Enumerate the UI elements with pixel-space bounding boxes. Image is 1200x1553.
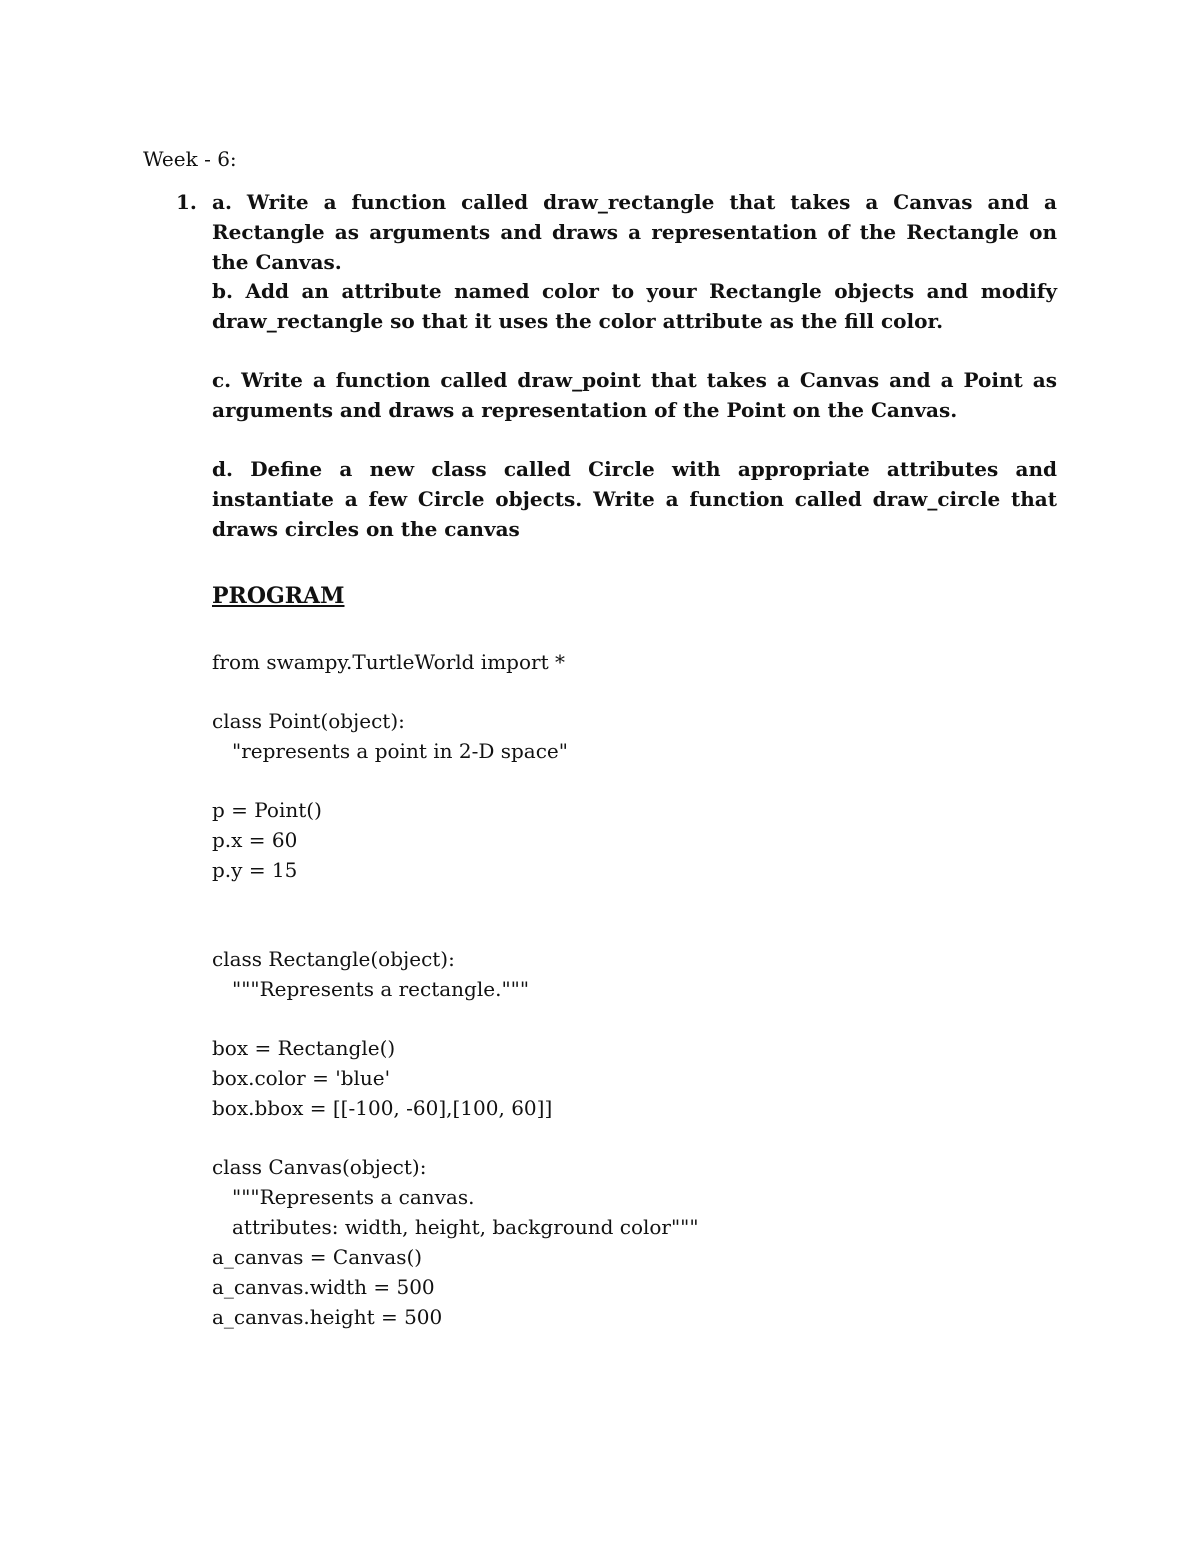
code-line: p.x = 60 [212, 828, 298, 852]
week-title: Week - 6: [143, 147, 237, 171]
code-line: a_canvas.height = 500 [212, 1305, 443, 1329]
code-line: class Rectangle(object): [212, 947, 455, 971]
code-line: a_canvas = Canvas() [212, 1245, 423, 1269]
code-line: p = Point() [212, 798, 322, 822]
question-part-a: a. Write a function called draw_rectangle that takes a Canvas and a Rectangle as arguments and draws a representation of the Rectangle on the Canvas. [212, 190, 1057, 274]
question-part-d: d. Define a new class called Circle with appropriate attributes and instantiate a few Circle objects. Write a function called draw_circle that draws circles on the canvas [212, 457, 1057, 541]
code-line: class Point(object): [212, 709, 405, 733]
code-line: box.color = 'blue' [212, 1066, 391, 1090]
program-heading: PROGRAM [212, 583, 345, 609]
question-part-b: b. Add an attribute named color to your Rectangle objects and modify draw_rectangle so that it uses the color attribute as the fill color. [212, 279, 1057, 333]
code-line: """Represents a rectangle.""" [232, 977, 530, 1001]
question-part-c: c. Write a function called draw_point that takes a Canvas and a Point as arguments and draws a representation of the Point on the Canvas. [212, 368, 1057, 422]
code-line: class Canvas(object): [212, 1155, 427, 1179]
code-line: a_canvas.width = 500 [212, 1275, 435, 1299]
code-line: attributes: width, height, background color""" [232, 1215, 699, 1239]
question-number: 1. [176, 190, 197, 214]
code-line: p.y = 15 [212, 858, 298, 882]
code-line: box.bbox = [[-100, -60],[100, 60]] [212, 1096, 553, 1120]
code-line: from swampy.TurtleWorld import * [212, 650, 565, 674]
code-line: box = Rectangle() [212, 1036, 396, 1060]
code-line: "represents a point in 2-D space" [232, 739, 568, 763]
code-line: """Represents a canvas. [232, 1185, 475, 1209]
